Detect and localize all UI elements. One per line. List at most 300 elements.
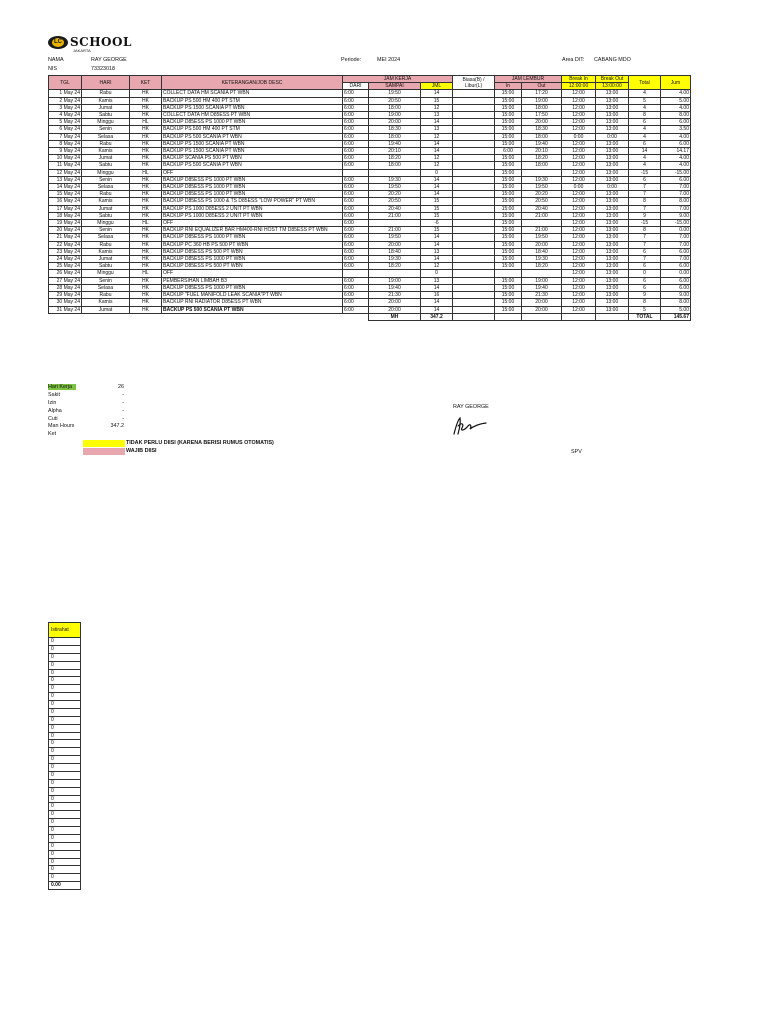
table-cell: Senin [82, 126, 130, 133]
table-cell: HK [130, 263, 162, 270]
table-cell: 6:00 [343, 198, 369, 205]
table-cell: 13:00 [596, 198, 629, 205]
table-cell: 12:00 [562, 126, 596, 133]
table-row [49, 112, 691, 119]
table-cell: 8 [629, 299, 661, 306]
summary-value: - [122, 391, 124, 398]
table-cell: 6:00 [343, 184, 369, 191]
table-cell [453, 263, 495, 270]
table-cell: BACKUP PS 1000 D85ESS 2 UNIT PT WBN [162, 212, 343, 219]
table-cell: 6:00 [343, 97, 369, 104]
table-cell: 7.00 [661, 234, 691, 241]
table-cell: 26 May 24 [49, 270, 82, 277]
table-cell: 15:00 [495, 126, 522, 133]
table-cell: 15:00 [495, 97, 522, 104]
table-cell: 12:00 [562, 212, 596, 219]
table-row [49, 119, 691, 126]
table-cell: 12:00 [562, 140, 596, 147]
table-cell: 7 [629, 205, 661, 212]
table-cell: 15 [421, 97, 453, 104]
table-cell: 0 [421, 169, 453, 176]
istirahat-cell: 0 [49, 716, 81, 724]
table-cell: 13:00 [596, 205, 629, 212]
table-cell [453, 104, 495, 111]
table-cell: 14 May 24 [49, 184, 82, 191]
table-cell: 12:00 [562, 162, 596, 169]
table-cell: 14 [421, 306, 453, 313]
table-cell: HK [130, 104, 162, 111]
table-cell: HK [130, 191, 162, 198]
table-cell: 19:00 [522, 97, 562, 104]
table-cell: 6 [629, 284, 661, 291]
table-cell: 15:00 [495, 140, 522, 147]
table-cell: 12:00 [562, 299, 596, 306]
col-jml: JML [421, 83, 453, 90]
total-label: TOTAL [629, 313, 661, 320]
table-cell: 6:00 [343, 248, 369, 255]
table-cell: 8.00 [661, 112, 691, 119]
table-cell: 15 [421, 212, 453, 219]
table-cell: 21:00 [369, 212, 421, 219]
table-cell: 18:00 [369, 162, 421, 169]
table-cell: 11 May 24 [49, 162, 82, 169]
table-cell: 12:00 [562, 234, 596, 241]
table-cell: 13:00 [596, 176, 629, 183]
nama-value: RAY GEORGE [91, 57, 127, 63]
table-row [49, 184, 691, 191]
table-row [49, 277, 691, 284]
table-row [49, 162, 691, 169]
table-cell: 7 [629, 241, 661, 248]
table-cell: 25 May 24 [49, 263, 82, 270]
table-cell: 16 [421, 292, 453, 299]
col-jam-kerja: JAM KERJA [343, 76, 453, 83]
table-cell: 4.00 [661, 162, 691, 169]
table-cell [522, 169, 562, 176]
table-cell: 15:00 [495, 299, 522, 306]
table-cell: 12:00 [562, 306, 596, 313]
table-cell: HL [130, 270, 162, 277]
table-cell: 0 [421, 270, 453, 277]
table-cell: 6:00 [343, 284, 369, 291]
mh-label: MH [369, 313, 421, 320]
summary-value: - [122, 415, 124, 422]
table-cell: 19:00 [369, 112, 421, 119]
logo-wordmark: SCHOOL [70, 35, 132, 49]
area-value: CABANG MDO [594, 57, 631, 63]
table-cell: 5 May 24 [49, 119, 82, 126]
istirahat-cell: 0 [49, 827, 81, 835]
table-cell: 17 May 24 [49, 205, 82, 212]
table-cell: 8 May 24 [49, 140, 82, 147]
table-cell: 8 [629, 198, 661, 205]
table-cell: 12:00 [562, 112, 596, 119]
table-row [49, 270, 691, 277]
table-cell: HK [130, 234, 162, 241]
table-cell: BACKUP PS 500 HM 400 PT STM [162, 97, 343, 104]
table-cell: 30 May 24 [49, 299, 82, 306]
table-cell: 13:00 [596, 112, 629, 119]
table-cell: 13:00 [596, 220, 629, 227]
summary-row [48, 384, 128, 392]
col-break-in: Break In [562, 76, 596, 83]
table-cell [453, 198, 495, 205]
table-cell: 13:00 [596, 284, 629, 291]
table-row [49, 227, 691, 234]
summary-row [48, 392, 128, 400]
table-cell: 12:00 [562, 97, 596, 104]
table-row [49, 126, 691, 133]
table-cell: 0.00 [661, 227, 691, 234]
table-cell: Minggu [82, 169, 130, 176]
table-cell: 12:00 [562, 169, 596, 176]
table-cell: 6:00 [343, 256, 369, 263]
table-cell: 12:00 [562, 277, 596, 284]
table-cell: 6:00 [343, 162, 369, 169]
table-cell: 17:20 [522, 90, 562, 97]
table-cell: HK [130, 184, 162, 191]
table-cell: 13 [421, 112, 453, 119]
table-cell: 15:00 [495, 133, 522, 140]
table-cell: 15:00 [495, 277, 522, 284]
table-cell: 15 [421, 227, 453, 234]
table-cell: HK [130, 133, 162, 140]
table-cell: 15:00 [495, 292, 522, 299]
table-cell: 20:00 [522, 299, 562, 306]
istirahat-cell: 0 [49, 795, 81, 803]
table-row [49, 299, 691, 306]
table-cell: 12 [421, 133, 453, 140]
signature-name: RAY GEORGE [453, 404, 489, 410]
table-cell: 18:20 [369, 263, 421, 270]
table-cell: 7 May 24 [49, 133, 82, 140]
summary-value: 26 [118, 384, 124, 390]
table-cell: 4 [629, 162, 661, 169]
table-cell: 19:50 [369, 234, 421, 241]
table-cell [453, 155, 495, 162]
table-cell: 13:00 [596, 162, 629, 169]
table-cell: 12:00 [562, 205, 596, 212]
table-cell: BACKUP PS 500 SCANIA PT WBN [162, 133, 343, 140]
table-cell: HK [130, 148, 162, 155]
table-cell: 13:00 [596, 212, 629, 219]
table-cell [495, 270, 522, 277]
table-cell: Minggu [82, 270, 130, 277]
istirahat-cell: 0 [49, 787, 81, 795]
table-cell: OFF [162, 270, 343, 277]
table-cell: COLLECT DATA HM D85ESS PT WBN [162, 112, 343, 119]
istirahat-table [48, 622, 81, 890]
table-cell: 15:00 [495, 176, 522, 183]
table-row [49, 90, 691, 97]
table-cell [453, 248, 495, 255]
table-cell: 6 [629, 277, 661, 284]
summary-label: Cuti [48, 415, 58, 422]
table-cell: 13:00 [596, 155, 629, 162]
table-cell [453, 119, 495, 126]
table-cell: 19:30 [522, 176, 562, 183]
table-cell: 15:00 [495, 198, 522, 205]
table-cell: BACKUP PC 360 HB PS 500 PT WBN [162, 241, 343, 248]
istirahat-cell: 0 [49, 677, 81, 685]
table-cell: 13:00 [596, 299, 629, 306]
table-cell: 20:00 [369, 241, 421, 248]
table-cell: 14 [421, 284, 453, 291]
table-cell: 19:40 [522, 284, 562, 291]
col-total: Total [629, 76, 661, 90]
table-row [49, 256, 691, 263]
table-cell: 15:00 [495, 90, 522, 97]
table-cell: 18:40 [522, 248, 562, 255]
table-cell: 13:00 [596, 148, 629, 155]
istirahat-cell: 0 [49, 669, 81, 677]
istirahat-cell: 0 [49, 866, 81, 874]
table-cell [453, 292, 495, 299]
table-cell: BACKUP D85ESS PS 1000 & TS D85ESS "LOW POWER" PT WBN [162, 198, 343, 205]
istirahat-cell: 0 [49, 740, 81, 748]
table-cell: 6:00 [343, 176, 369, 183]
table-cell: 8 [629, 227, 661, 234]
table-cell: 4 [629, 126, 661, 133]
col-ket: KET [130, 76, 162, 90]
istirahat-cell: 0 [49, 779, 81, 787]
table-cell: 12:00 [562, 241, 596, 248]
table-cell: 7.00 [661, 191, 691, 198]
istirahat-cell: 0 [49, 645, 81, 653]
table-cell: 19:50 [369, 184, 421, 191]
istirahat-cell: 0 [49, 701, 81, 709]
table-cell: 20:40 [369, 205, 421, 212]
table-cell: 13:00 [596, 270, 629, 277]
table-cell [369, 220, 421, 227]
table-cell: 15:00 [495, 184, 522, 191]
istirahat-cell: 0 [49, 874, 81, 882]
summary-row [48, 416, 128, 424]
table-cell: -15.00 [661, 220, 691, 227]
table-cell: 6:00 [343, 299, 369, 306]
table-cell: BACKUP RNI EQUALIZER BAR HM400-RNI HOST TM D85ESS PT WBN [162, 227, 343, 234]
table-cell: 9 May 24 [49, 148, 82, 155]
table-cell: 6.00 [661, 140, 691, 147]
table-cell: Sabtu [82, 112, 130, 119]
table-cell: Rabu [82, 90, 130, 97]
table-cell [453, 299, 495, 306]
table-cell: 21:30 [522, 292, 562, 299]
table-cell: HK [130, 97, 162, 104]
table-cell [343, 270, 369, 277]
total-value: 145.67 [661, 313, 691, 320]
legend-pink-swatch [83, 448, 125, 455]
table-cell: 12:00 [562, 176, 596, 183]
table-cell: 21:00 [369, 227, 421, 234]
table-cell: 13:00 [596, 97, 629, 104]
table-cell: 15:00 [495, 112, 522, 119]
table-cell [453, 176, 495, 183]
table-cell: 6 May 24 [49, 126, 82, 133]
table-cell: Sabtu [82, 263, 130, 270]
table-cell: 31 May 24 [49, 306, 82, 313]
table-cell: HK [130, 126, 162, 133]
table-cell [453, 284, 495, 291]
table-cell: 23 May 24 [49, 248, 82, 255]
table-row [49, 234, 691, 241]
table-cell: 13:00 [596, 227, 629, 234]
table-cell: 6:00 [343, 212, 369, 219]
table-cell: 20:50 [369, 198, 421, 205]
table-cell: 13 May 24 [49, 176, 82, 183]
table-cell: 6:00 [343, 306, 369, 313]
table-cell: 12:00 [562, 119, 596, 126]
table-cell: 6.00 [661, 248, 691, 255]
table-cell: 19:40 [369, 284, 421, 291]
table-cell: 15:00 [495, 256, 522, 263]
table-cell: 6:00 [343, 104, 369, 111]
table-cell: Senin [82, 277, 130, 284]
table-cell: 29 May 24 [49, 292, 82, 299]
table-cell: HK [130, 162, 162, 169]
table-cell: 6:00 [343, 220, 369, 227]
table-cell: 7.00 [661, 205, 691, 212]
table-cell: 28 May 24 [49, 284, 82, 291]
summary-label: Sakit [48, 391, 60, 398]
table-row [49, 220, 691, 227]
col-in: In [495, 83, 522, 90]
table-cell: OFF [162, 169, 343, 176]
table-cell: BACKUP D85ESS PS 1000 PT WBN [162, 191, 343, 198]
table-cell: 20:00 [522, 306, 562, 313]
logo-badge-icon: LC [48, 36, 68, 49]
table-cell: 20:40 [522, 205, 562, 212]
table-cell: 21:00 [522, 227, 562, 234]
table-cell [453, 227, 495, 234]
table-cell: Kamis [82, 148, 130, 155]
table-cell [453, 184, 495, 191]
table-cell: 12:00 [562, 220, 596, 227]
table-cell: 14 [421, 184, 453, 191]
table-cell: 12:00 [562, 284, 596, 291]
table-cell: HK [130, 198, 162, 205]
table-cell: 8 [629, 112, 661, 119]
table-cell: 20:20 [369, 191, 421, 198]
table-cell: 17:50 [522, 112, 562, 119]
table-cell: 6 [629, 119, 661, 126]
table-cell: 12:00 [562, 104, 596, 111]
table-cell [522, 220, 562, 227]
table-cell: Minggu [82, 119, 130, 126]
table-cell: HK [130, 112, 162, 119]
table-cell: HK [130, 256, 162, 263]
table-cell: 13:00 [596, 169, 629, 176]
table-cell: 20:00 [522, 119, 562, 126]
table-cell: Senin [82, 176, 130, 183]
table-cell [453, 90, 495, 97]
table-row [49, 306, 691, 313]
table-cell: 13 [421, 277, 453, 284]
table-cell: 3.50 [661, 126, 691, 133]
table-cell: 13:00 [596, 119, 629, 126]
col-tgl: TGL [49, 76, 82, 90]
school-logo [48, 35, 158, 57]
table-cell: Kamis [82, 299, 130, 306]
table-cell: 13:00 [596, 263, 629, 270]
table-cell: BACKUP D85ESS PS 1000 PT WBN [162, 119, 343, 126]
table-cell [453, 97, 495, 104]
table-cell: 24 May 24 [49, 256, 82, 263]
nis-value: 73323018 [91, 66, 115, 72]
table-cell: HK [130, 284, 162, 291]
table-cell: 15:00 [495, 104, 522, 111]
table-cell: 6:00 [343, 227, 369, 234]
istirahat-total: 0.00 [49, 882, 81, 890]
table-cell: Rabu [82, 241, 130, 248]
table-cell: 14 [421, 140, 453, 147]
table-cell: Jumat [82, 306, 130, 313]
table-cell: 7.00 [661, 241, 691, 248]
col-hari: HARI [82, 76, 130, 90]
table-cell: 15:00 [495, 169, 522, 176]
table-cell: 20 May 24 [49, 227, 82, 234]
table-cell: 21:30 [369, 292, 421, 299]
table-cell: 13:00 [596, 248, 629, 255]
table-cell [453, 205, 495, 212]
table-row [49, 97, 691, 104]
table-cell: 14.17 [661, 148, 691, 155]
table-cell: 1 May 24 [49, 90, 82, 97]
summary-row [48, 408, 128, 416]
table-cell: 13:00 [596, 256, 629, 263]
table-cell: -15 [629, 220, 661, 227]
table-cell: 6:00 [343, 155, 369, 162]
table-cell: 21 May 24 [49, 234, 82, 241]
table-cell: 7.00 [661, 184, 691, 191]
table-cell [343, 169, 369, 176]
table-cell: 5 [629, 97, 661, 104]
istirahat-cell: 0 [49, 661, 81, 669]
table-cell: 7.00 [661, 256, 691, 263]
summary-block [48, 384, 128, 439]
table-cell: 4.00 [661, 155, 691, 162]
table-row [49, 140, 691, 147]
table-cell: 13:00 [596, 306, 629, 313]
table-cell: 12:00 [562, 191, 596, 198]
table-row [49, 292, 691, 299]
table-cell [453, 220, 495, 227]
istirahat-cell: 0 [49, 764, 81, 772]
table-cell: 6:00 [343, 263, 369, 270]
col-jam-lembur: JAM LEMBUR [495, 76, 562, 83]
table-cell: 15:00 [495, 220, 522, 227]
table-cell: 7 [629, 184, 661, 191]
table-cell: 15:00 [495, 263, 522, 270]
table-cell [453, 148, 495, 155]
table-cell: -6 [421, 220, 453, 227]
table-row [49, 205, 691, 212]
table-cell: 2 May 24 [49, 97, 82, 104]
legend-yellow-text: TIDAK PERLU DIISI (KARENA BERISI RUMUS OTOMATIS) [126, 440, 274, 446]
table-cell [453, 162, 495, 169]
table-cell: 5.00 [661, 97, 691, 104]
table-cell: 20:50 [522, 198, 562, 205]
table-cell: 12:00 [562, 270, 596, 277]
table-row [49, 133, 691, 140]
table-cell: 8.00 [661, 198, 691, 205]
mh-value: 347.2 [421, 313, 453, 320]
table-cell: 15:00 [495, 227, 522, 234]
table-cell: 18:20 [369, 155, 421, 162]
table-cell: 20:20 [522, 191, 562, 198]
table-cell: 13:00 [596, 191, 629, 198]
istirahat-cell: 0 [49, 724, 81, 732]
